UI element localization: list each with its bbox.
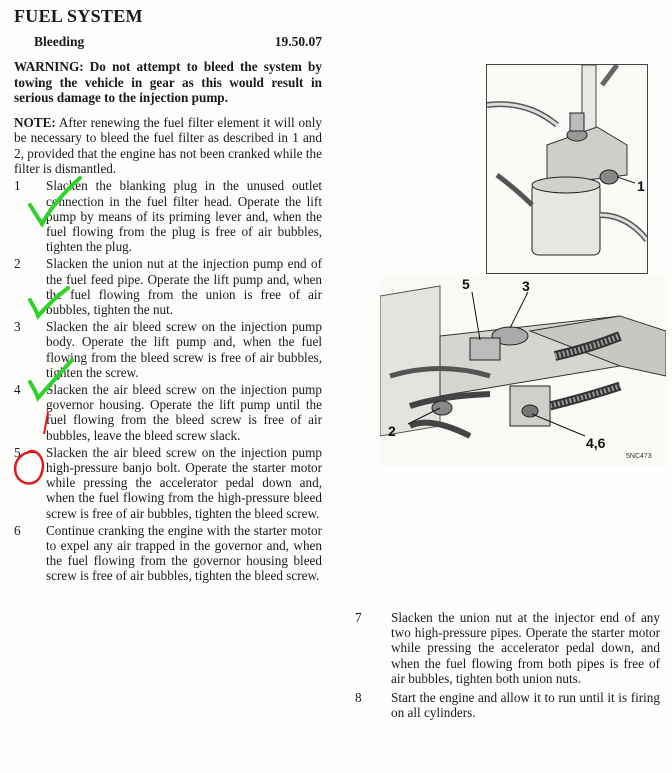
- callout-3: 3: [522, 278, 530, 294]
- step-item: [14, 178, 322, 254]
- page-title: FUEL SYSTEM: [14, 6, 143, 26]
- step-item: [14, 256, 322, 317]
- step-text: Slacken the union nut at the injection pump end of the fuel feed pipe. Operate the lift pump and, when the fuel flowing from the union is free of air bubbles, tighten the nut.: [46, 256, 322, 318]
- left-column: [14, 6, 322, 584]
- step-item: [355, 610, 660, 686]
- step-item: [14, 445, 322, 521]
- step-item: [355, 690, 660, 720]
- step-number: 8: [355, 690, 362, 706]
- callout-1: 1: [637, 178, 645, 194]
- step-number: 1: [14, 178, 21, 194]
- step-text: Continue cranking the engine with the starter motor to expel any air trapped in the governor and, when the fuel flowing from the governor housing bleed screw is free of air bubbles, tighten the bleed screw.: [46, 522, 322, 584]
- warning-text: WARNING: Do not attempt to bleed the system by towing the vehicle in gear as this would result in serious damage to the injection pump.: [14, 59, 322, 106]
- note-paragraph: [14, 115, 322, 177]
- step-item: [14, 382, 322, 443]
- steps-list: [14, 178, 322, 583]
- figure-reference: 5NC473: [626, 453, 652, 460]
- step-text: Slacken the union nut at the injector end of any two high-pressure pipes. Operate the starter motor while pressing the accelerator pedal down, and when the fuel flowing from both pipes is free of air bubbles, tighten both union nuts.: [391, 610, 660, 686]
- step-text: Slacken the blanking plug in the unused outlet connection in the fuel filter head. Operate the lift pump by means of its priming lever and, when the fuel flowing from the plug is free of air bubbles, tighten the plug.: [46, 178, 322, 255]
- section-name: Bleeding: [34, 34, 85, 49]
- step-number: 2: [14, 256, 21, 272]
- step-item: [14, 319, 322, 380]
- step-text: Start the engine and allow it to run until it is firing on all cylinders.: [391, 690, 660, 721]
- step-text: Slacken the air bleed screw on the injection pump high-pressure banjo bolt. Operate the starter motor while pressing the accelerator pedal down and, when the fuel flowing from the high-pressure bleed screw is free of air bubbles, tighten the bleed screw.: [46, 444, 322, 521]
- callout-5: 5: [462, 276, 470, 292]
- section-header: [14, 34, 322, 50]
- step-item: [14, 523, 322, 584]
- step-number: 4: [14, 382, 21, 398]
- step-number: 5: [14, 444, 21, 460]
- injection-pump-illustration: [380, 276, 666, 466]
- operation-code: 19.50.07: [274, 34, 322, 49]
- step-text: Slacken the air bleed screw on the injection pump governor housing. Operate the lift pump until the fuel flowing from the bleed screw is free of air bubbles, leave the bleed screw slack.: [46, 382, 322, 443]
- callout-2: 2: [388, 423, 396, 439]
- fuel-filter-illustration: [486, 64, 648, 274]
- callout-4-6: 4,6: [586, 435, 606, 451]
- note-text: After renewing the fuel filter element it will only be necessary to bleed the fuel filter as described in 1 and 2, provided that the engine has not been cranked while the filter is dismantled.: [14, 114, 322, 176]
- step-number: 7: [355, 610, 362, 625]
- right-column: [355, 608, 660, 720]
- step-number: 3: [14, 319, 21, 335]
- step-number: 6: [14, 522, 21, 538]
- step-text: Slacken the air bleed screw on the injection pump body. Operate the lift pump and, when the fuel flowing from the bleed screw is free of air bubbles, tighten the screw.: [46, 319, 322, 380]
- note-label: NOTE:: [14, 114, 56, 130]
